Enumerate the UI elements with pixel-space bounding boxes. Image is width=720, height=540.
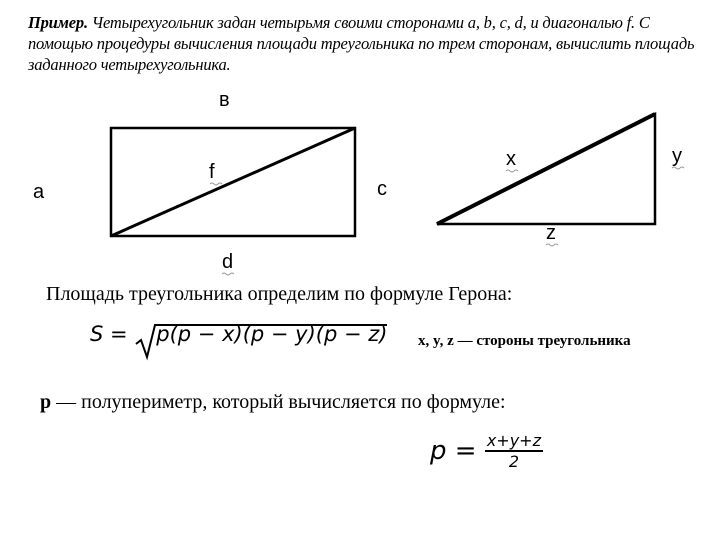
wavy-underline-y (672, 167, 684, 169)
intro-bold-lead: Пример. (28, 13, 88, 32)
formula-p-numerator: x+y+z (486, 431, 541, 450)
label-diagonal-f: f (209, 161, 215, 183)
wavy-underline-f (210, 183, 222, 185)
heron-sentence: Площадь треугольника определим по формуле Герона: (46, 283, 513, 305)
label-top-b: в (219, 89, 230, 111)
label-triangle-y: y (672, 145, 682, 167)
intro-text: Четырехугольник задан четырьмя своими сторонами a, b, c, d, и диагональю f. С помощью процедуры вычисления площади треугольника по трем сторонам, вычислить площадь заданного четырехугольника. (28, 13, 695, 74)
semi-sentence (40, 391, 506, 414)
label-triangle-x: x (506, 148, 516, 170)
sides-rest: — стороны треугольника (453, 333, 631, 349)
label-triangle-z: z (546, 222, 556, 244)
semi-rest: — полупериметр, который вычисляется по формуле: (51, 391, 506, 413)
label-bottom-d: d (222, 251, 234, 273)
sides-note (418, 333, 631, 350)
formula-p (430, 431, 543, 471)
formula-s-radicand: p(p − x)(p − y)(p − z) (156, 322, 388, 346)
label-right-c: c (377, 178, 387, 200)
wavy-underline-z (546, 244, 558, 246)
wavy-underline-d (222, 273, 234, 275)
formula-s-lhs: S = (90, 322, 135, 346)
triangle-hypotenuse (437, 114, 655, 224)
formula-p-lhs: p = (430, 436, 485, 466)
diagonal-line (111, 128, 355, 236)
wavy-underline-x (506, 170, 518, 172)
label-left-a: a (33, 181, 45, 203)
sides-vars: x, y, z (418, 333, 454, 349)
formula-s (90, 322, 387, 346)
formula-p-denominator: 2 (508, 452, 519, 471)
semi-var: p (40, 391, 52, 413)
formula-p-fraction (485, 431, 543, 471)
